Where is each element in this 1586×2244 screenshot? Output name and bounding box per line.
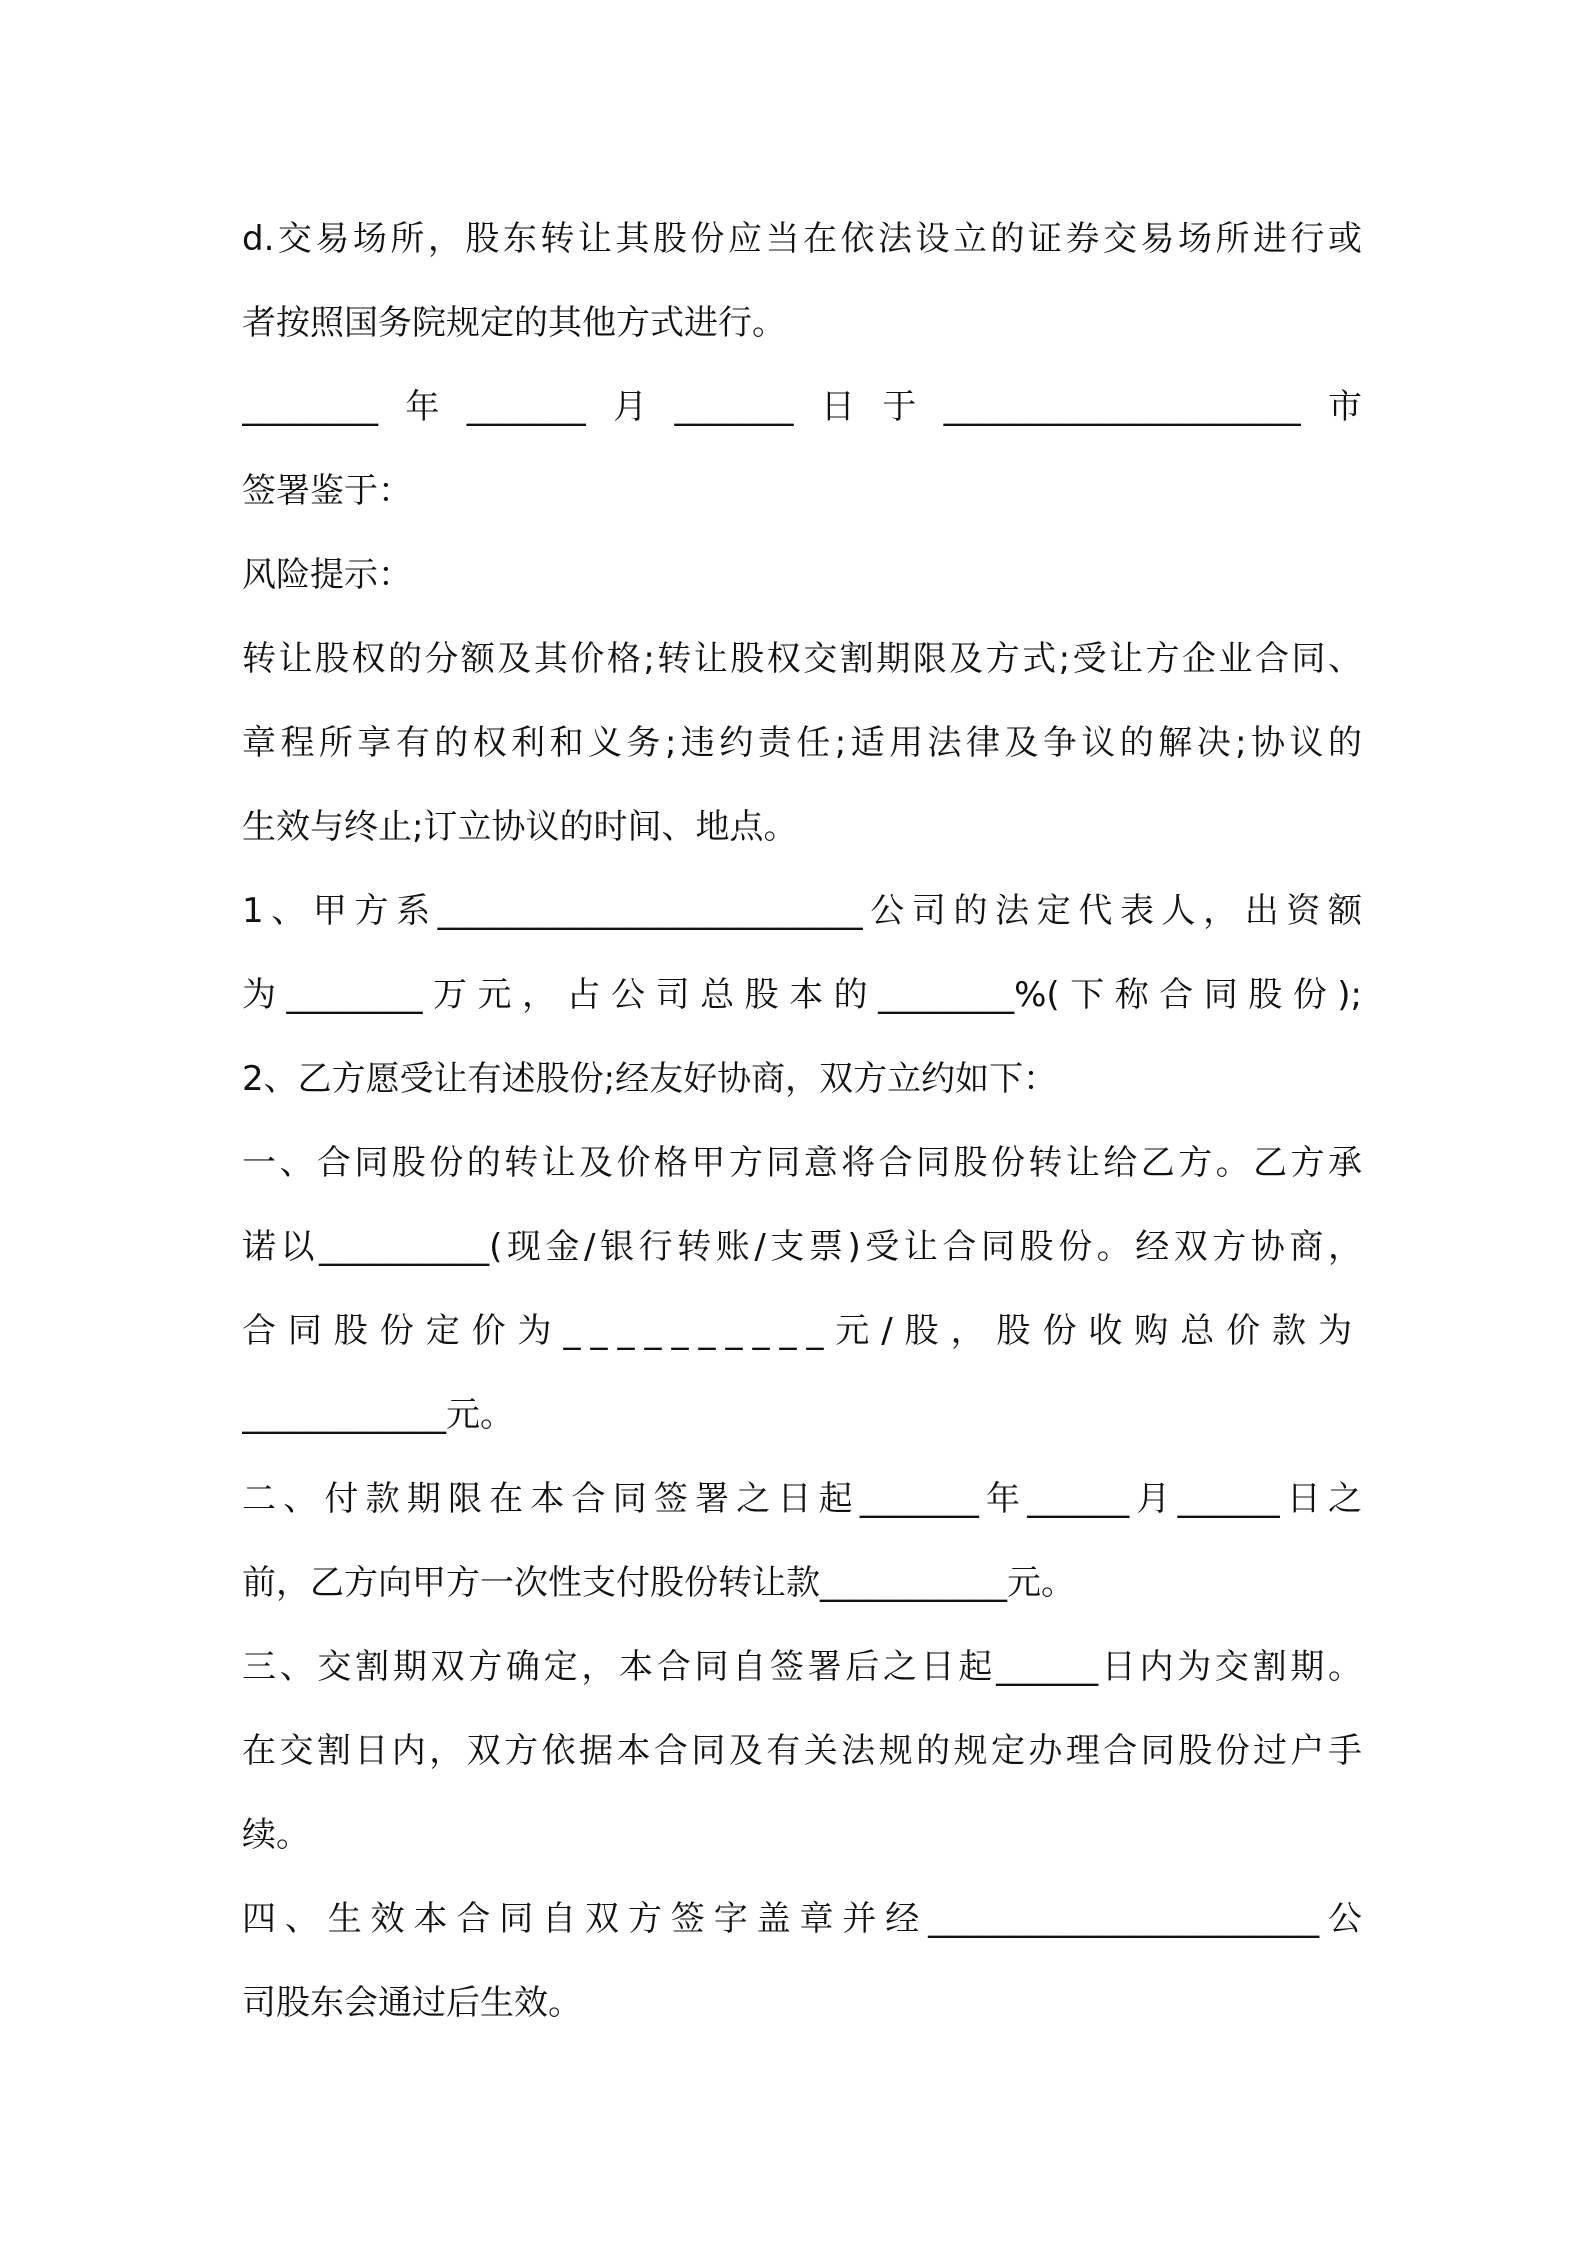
section-4-line: 司股东会通过后生效。: [242, 1983, 582, 2023]
section-2-line: 二、付款期限在本合同签署之日起_______年______月______日之: [242, 1479, 1362, 1519]
clause-2-line: 2、乙方愿受让有述股份;经友好协商，双方立约如下：: [242, 1059, 1058, 1099]
section-1-line: 合同股份定价为__________元/股，股份收购总价款为: [242, 1311, 1362, 1351]
section-2-line: 前，乙方向甲方一次性支付股份转让款___________元。: [242, 1563, 1075, 1603]
section-4-line: 四、生效本合同自双方签字盖章并经_______________________公: [242, 1899, 1362, 1939]
text-line: 章程所享有的权利和义务;违约责任;适用法律及争议的解决;协议的: [242, 723, 1362, 763]
section-1-line: 诺以__________(现金/银行转账/支票)受让合同股份。经双方协商，: [242, 1227, 1362, 1267]
date-place-line: ________年_______月_______日于_____________________市: [242, 387, 1362, 427]
text-line: 生效与终止;订立协议的时间、地点。: [242, 807, 798, 847]
clause-1-line: 为________万元，占公司总股本的________%(下称合同股份);: [242, 975, 1362, 1015]
section-3-line: 续。: [242, 1815, 310, 1855]
text-line: 者按照国务院规定的其他方式进行。: [242, 303, 786, 343]
section-3-line: 三、交割期双方确定，本合同自签署后之日起______日内为交割期。: [242, 1647, 1362, 1687]
section-1-line: 一、合同股份的转让及价格甲方同意将合同股份转让给乙方。乙方承: [242, 1143, 1362, 1183]
clause-1-line: 1、甲方系_________________________公司的法定代表人，出资额: [242, 891, 1362, 931]
section-3-line: 在交割日内，双方依据本合同及有关法规的规定办理合同股份过户手: [242, 1731, 1362, 1771]
section-1-line: ____________元。: [242, 1395, 514, 1435]
risk-heading: 风险提示：: [242, 555, 412, 595]
text-line: 签署鉴于：: [242, 471, 412, 511]
text-line: 转让股权的分额及其价格;转让股权交割期限及方式;受让方企业合同、: [242, 639, 1362, 679]
text-line: d.交易场所，股东转让其股份应当在依法设立的证券交易场所进行或: [242, 219, 1362, 259]
document-body: [242, 197, 1362, 2045]
